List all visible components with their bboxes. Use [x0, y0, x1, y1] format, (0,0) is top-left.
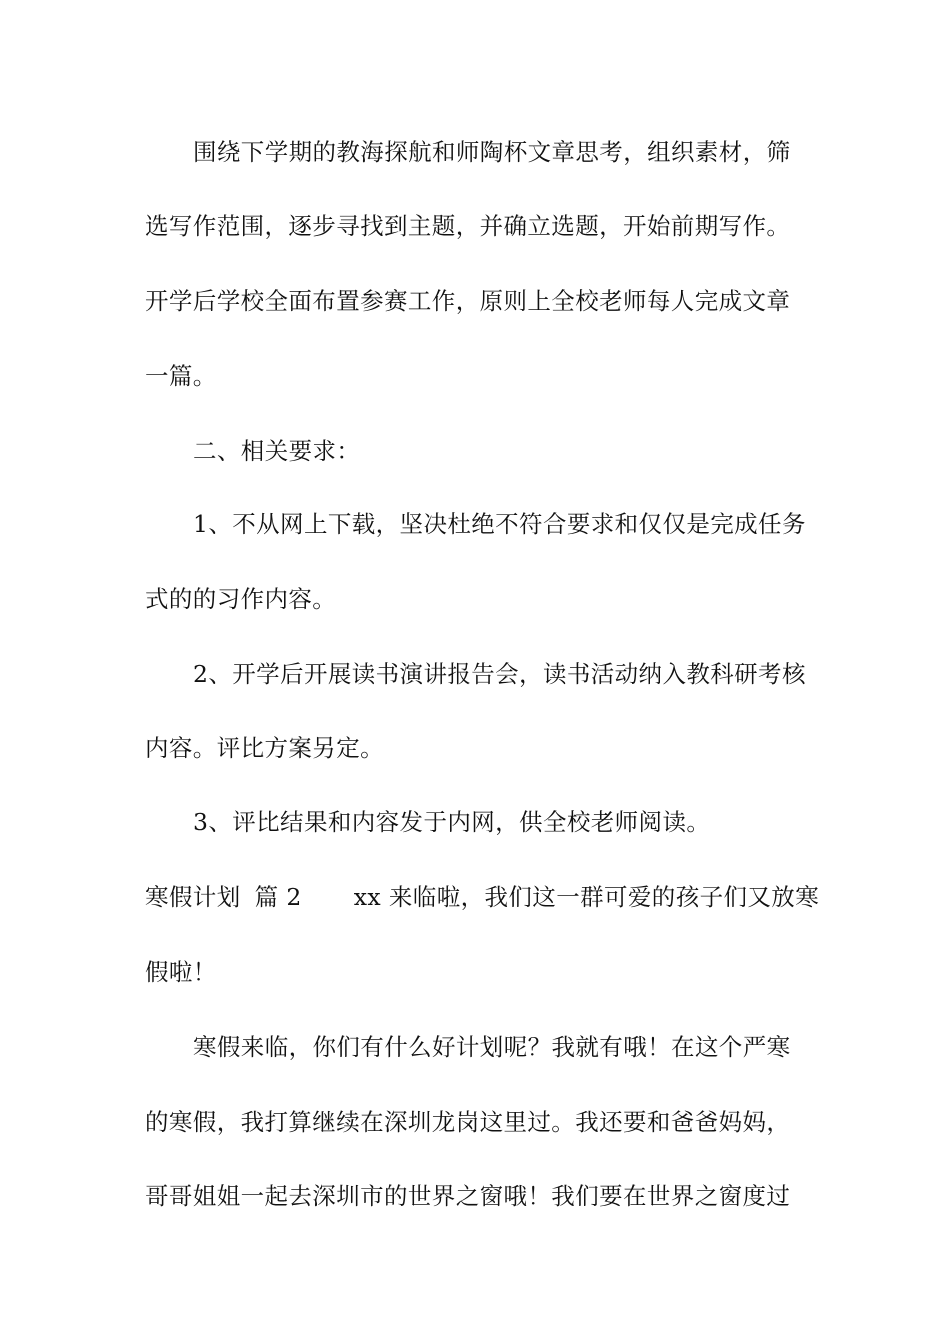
- paragraph-line: 2、开学后开展读书演讲报告会，读书活动纳入教科研考核: [193, 660, 806, 688]
- paragraph-line: 围绕下学期的教海探航和师陶杯文章思考，组织素材，筛: [193, 138, 791, 166]
- paragraph-line: 1、不从网上下载，坚决杜绝不符合要求和仅仅是完成任务: [193, 510, 806, 538]
- paragraph-line: 寒假来临，你们有什么好计划呢？我就有哦！在这个严寒: [193, 1033, 791, 1061]
- paragraph-line: 内容。评比方案另定。: [145, 734, 384, 762]
- section2-title-line: [145, 882, 820, 912]
- paragraph-line: 式的的习作内容。: [145, 585, 337, 613]
- paragraph-line: 选写作范围，逐步寻找到主题，并确立选题，开始前期写作。: [145, 212, 791, 240]
- paragraph-line: 假啦！: [145, 958, 217, 986]
- paragraph-line: 3、评比结果和内容发于内网，供全校老师阅读。: [193, 808, 711, 836]
- paragraph-line: 哥哥姐姐一起去深圳市的世界之窗哦！我们要在世界之窗度过: [145, 1182, 791, 1210]
- section2-title: 寒假计划: [145, 883, 241, 911]
- paragraph-line: 的寒假，我打算继续在深圳龙岗这里过。我还要和爸爸妈妈，: [145, 1108, 791, 1136]
- paragraph-line: 开学后学校全面布置参赛工作，原则上全校老师每人完成文章: [145, 287, 791, 315]
- section2-first-line: xx 来临啦，我们这一群可爱的孩子们又放寒: [353, 883, 820, 911]
- paragraph-line: 一篇。: [145, 362, 217, 390]
- section-heading: 二、相关要求：: [193, 437, 361, 465]
- section2-label: 篇 2: [254, 883, 302, 911]
